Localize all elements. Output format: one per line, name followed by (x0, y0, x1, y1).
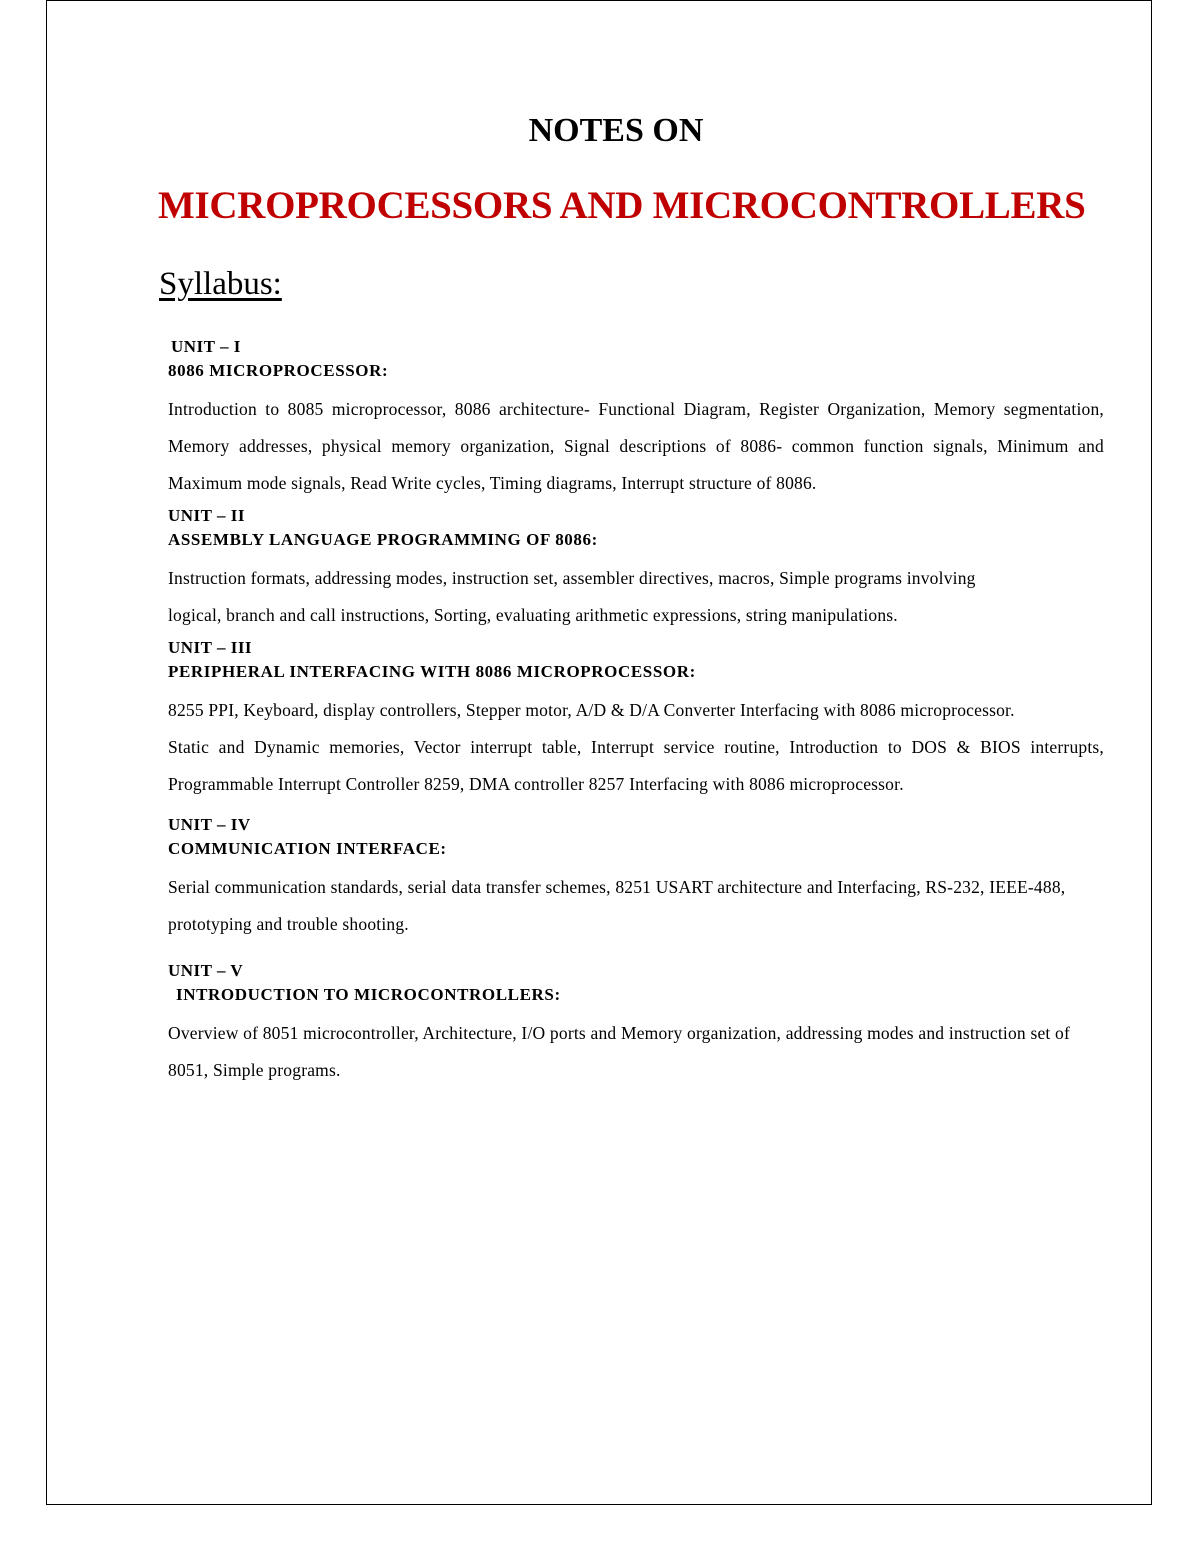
document-title: NOTES ON (528, 112, 704, 149)
unit-description: Static and Dynamic memories, Vector interrupt table, Interrupt service routine, Introduction to DOS & BIOS interrupts, Programmable Interrupt Controller 8259, DMA controller 8257 Interfacing with 8086 microprocessor. (168, 737, 1104, 794)
unit-label: UNIT – I (171, 337, 241, 356)
unit-title: PERIPHERAL INTERFACING WITH 8086 MICROPROCESSOR: (168, 662, 696, 681)
syllabus-heading: Syllabus: (159, 266, 282, 302)
unit-title: COMMUNICATION INTERFACE: (168, 839, 447, 858)
unit-1 (168, 335, 1104, 502)
unit-description: Introduction to 8085 microprocessor, 8086 architecture- Functional Diagram, Register Organization, Memory segmentation, Memory addresses, physical memory organization, Signal descriptions of 8086- common function signals, Minimum and Maximum mode signals, Read Write cycles, Timing diagrams, Interrupt structure of 8086. (168, 399, 1104, 493)
unit-label: UNIT – II (168, 506, 245, 525)
document-subtitle: MICROPROCESSORS AND MICROCONTROLLERS (158, 184, 1086, 227)
unit-title: INTRODUCTION TO MICROCONTROLLERS: (176, 985, 561, 1004)
unit-3 (168, 636, 1104, 803)
unit-4 (168, 813, 1104, 943)
unit-label: UNIT – III (168, 638, 253, 657)
unit-description: Overview of 8051 microcontroller, Architecture, I/O ports and Memory organization, addressing modes and instruction set of 8051, Simple programs. (168, 1023, 1071, 1080)
unit-label: UNIT – IV (168, 815, 251, 834)
unit-2 (168, 504, 1104, 634)
unit-label: UNIT – V (168, 961, 244, 980)
unit-description: Instruction formats, addressing modes, instruction set, assembler directives, macros, Simple programs involving logical, branch and call instructions, Sorting, evaluating arithmetic expressions, string manipulations. (168, 568, 976, 625)
unit-5 (168, 959, 1104, 1089)
unit-description: Serial communication standards, serial data transfer schemes, 8251 USART architecture and Interfacing, RS-232, IEEE-488, prototyping and trouble shooting. (168, 877, 1066, 934)
unit-title: ASSEMBLY LANGUAGE PROGRAMMING OF 8086: (168, 530, 598, 549)
unit-description: 8255 PPI, Keyboard, display controllers, Stepper motor, A/D & D/A Converter Interfacing with 8086 microprocessor. (168, 700, 1015, 720)
unit-title: 8086 MICROPROCESSOR: (168, 361, 389, 380)
syllabus-content (168, 335, 1104, 1089)
